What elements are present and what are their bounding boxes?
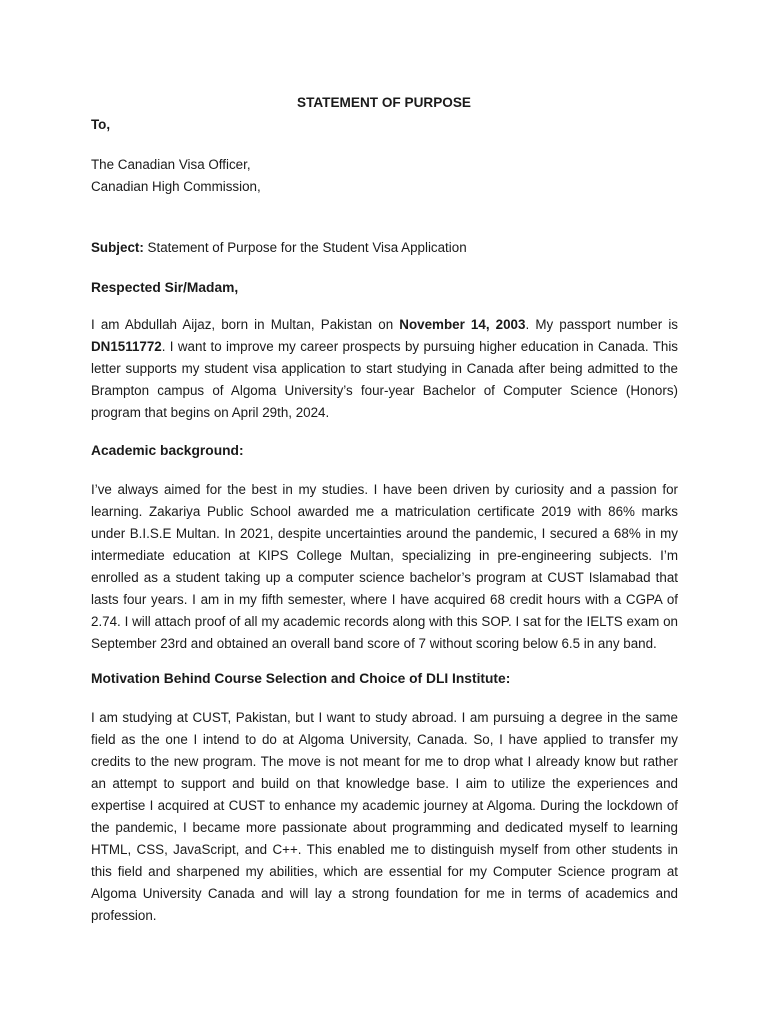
intro-paragraph [91, 314, 678, 424]
addressee-line-1: The Canadian Visa Officer, [91, 157, 251, 172]
date-of-birth: November 14, 2003 [399, 317, 526, 332]
intro-text-3: . I want to improve my career prospects by pursuing higher education in Canada. This letter supports my student visa application to start studying in Canada after being admitted to the Brampton campus of Algoma University’s four-year Bachelor of Computer Science (Honors) program that begins on April 29th, 2024. [91, 339, 678, 420]
subject-label: Subject: [91, 240, 144, 255]
addressee-block [91, 154, 678, 198]
intro-text-1: I am Abdullah Aijaz, born in Multan, Pakistan on [91, 317, 400, 332]
passport-number: DN1511772 [91, 339, 162, 354]
academic-paragraph: I’ve always aimed for the best in my studies. I have been driven by curiosity and a passion for learning. Zakariya Public School awarded me a matriculation certificate 2019 with 86% marks under B.I.S.E Multan. In 2021, despite uncertainties around the pandemic, I secured a 68% in my intermediate education at KIPS College Multan, specializing in pre-engineering subjects. I’m enrolled as a student taking up a computer science bachelor’s program at CUST Islamabad that lasts four years. I am in my fifth semester, where I have acquired 68 credit hours with a CGPA of 2.74. I will attach proof of all my academic records along with this SOP. I sat for the IELTS exam on September 23rd and obtained an overall band score of 7 without scoring below 6.5 in any band. [91, 482, 678, 651]
subject-text: Statement of Purpose for the Student Visa Application [143, 240, 467, 255]
motivation-heading: Motivation Behind Course Selection and Choice of DLI Institute: [91, 671, 511, 686]
addressee-line-2: Canadian High Commission, [91, 179, 261, 194]
academic-heading: Academic background: [91, 443, 244, 458]
intro-text-2: . My passport number is [525, 317, 679, 332]
document-title: STATEMENT OF PURPOSE [297, 95, 471, 110]
subject-line [91, 237, 678, 259]
salutation: Respected Sir/Madam, [91, 280, 239, 295]
to-line: To, [91, 117, 111, 132]
motivation-paragraph: I am studying at CUST, Pakistan, but I want to study abroad. I am pursuing a degree in the same field as the one I intend to do at Algoma University, Canada. So, I have applied to transfer my credits to the new program. The move is not meant for me to drop what I already know but rather an attempt to support and build on that knowledge base. I aim to utilize the experiences and expertise I acquired at CUST to enhance my academic journey at Algoma. During the lockdown of the pandemic, I became more passionate about programming and dedicated myself to learning HTML, CSS, JavaScript, and C++. This enabled me to distinguish myself from other students in this field and sharpened my abilities, which are essential for my Computer Science program at Algoma University Canada and will lay a strong foundation for me in terms of academics and profession. [91, 710, 678, 923]
